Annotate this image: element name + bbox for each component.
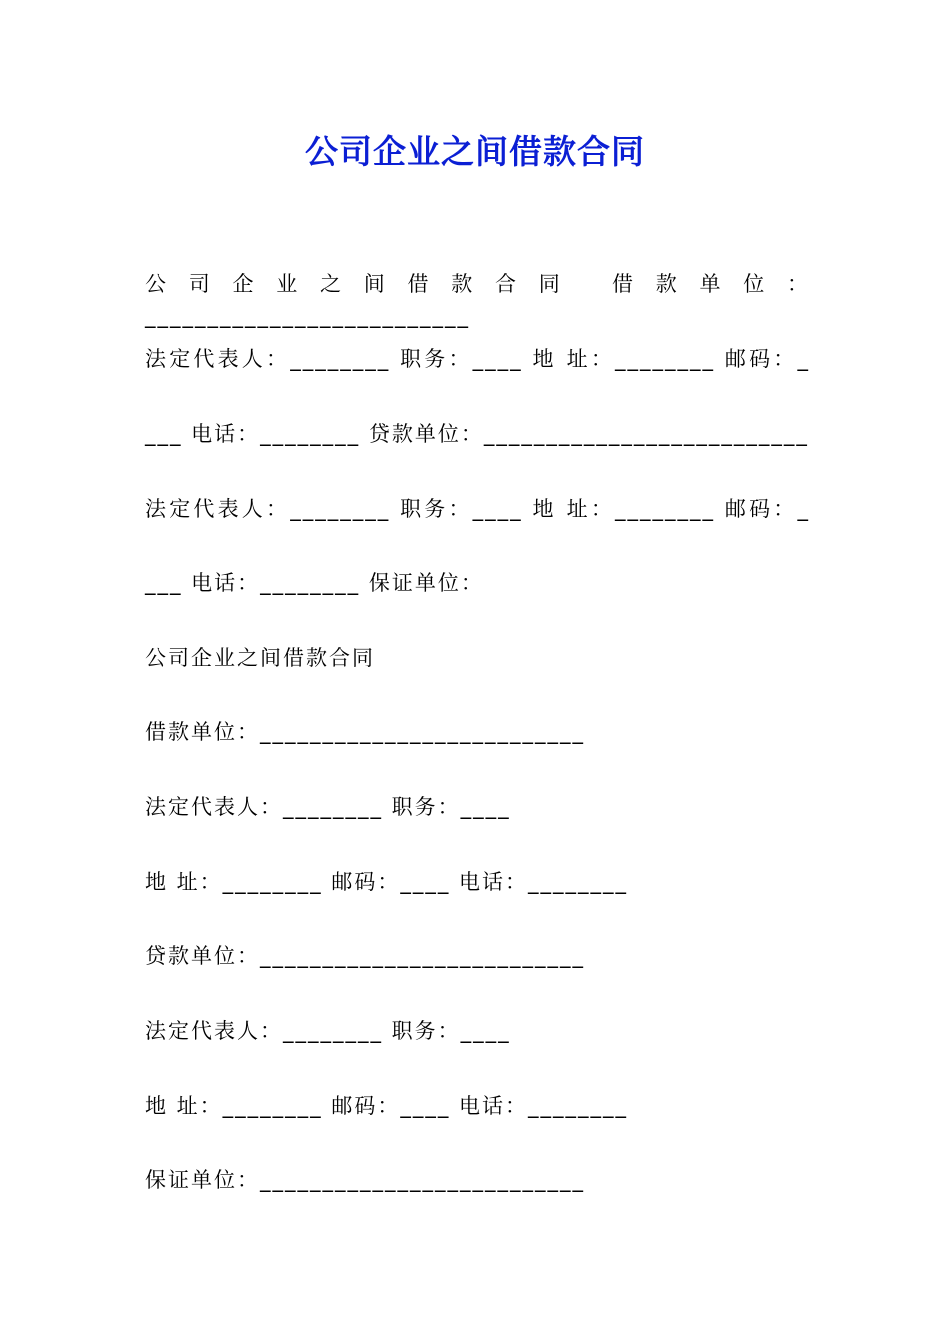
paragraph-line-11: 法定代表人：________ 职务：____ <box>145 1019 511 1043</box>
document-title: 公司企业之间借款合同 <box>305 132 645 171</box>
paragraph-line-10: 贷款单位：__________________________ <box>145 944 585 968</box>
paragraph-line-12: 地 址：________ 邮码：____ 电话：________ <box>145 1094 629 1118</box>
paragraph-line-6: 公司企业之间借款合同 <box>145 646 375 670</box>
paragraph-line-13: 保证单位：__________________________ <box>145 1168 585 1192</box>
paragraph-line-5: ___ 电话：________ 保证单位： <box>145 571 484 595</box>
paragraph-line-8: 法定代表人：________ 职务：____ <box>145 795 511 819</box>
paragraph-line-1: 公司企业之间借款合同 借款单位：__________________________ <box>145 272 810 328</box>
paragraph-line-9: 地 址：________ 邮码：____ 电话：________ <box>145 870 629 894</box>
paragraph-line-4: 法定代表人：________ 职务：____ 地 址：________ 邮码：_ <box>145 497 810 521</box>
paragraph-line-3: ___ 电话：________ 贷款单位：__________________________ <box>145 422 809 446</box>
paragraph-line-2: 法定代表人：________ 职务：____ 地 址：________ 邮码：_ <box>145 347 810 371</box>
paragraph-line-7: 借款单位：__________________________ <box>145 720 585 744</box>
